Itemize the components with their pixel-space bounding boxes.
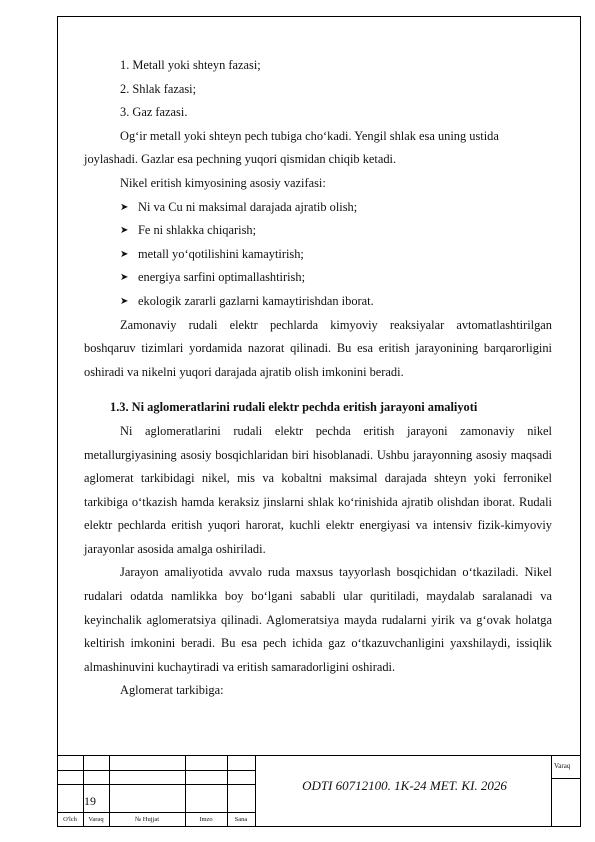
col-label: Varaq: [88, 816, 104, 823]
list-item: 1. Metall yoki shteyn fazasi;: [120, 58, 261, 72]
arrow-bullet-icon: ➤: [120, 295, 129, 307]
list-item: 2. Shlak fazasi;: [120, 81, 197, 96]
paragraph-line: Aglomerat tarkibiga:: [120, 683, 224, 698]
bullet-item: ➤ Fe ni shlakka chiqarish;: [84, 219, 552, 243]
col-label: Imzo: [199, 816, 213, 823]
list-title: Nikel eritish kimyosining asosiy vazifasi:: [120, 175, 326, 190]
col-label: № Hujjat: [134, 816, 160, 823]
bullet-item: ➤ ekologik zararli gazlarni kamaytirishdan iborat.: [84, 290, 552, 314]
bullet-item: ➤ energiya sarfini optimallashtirish;: [84, 266, 552, 290]
col-label: Sana: [234, 816, 248, 823]
paragraph: Zamonaviy rudali elektr pechlarda kimyoviy reaksiyalar avtomatlashtirilgan boshqaruv tizimlari yordamida nazorat qilinadi. Bu esa eritish jarayonining barqarorligini oshiradi va nikelni yuqori darajada ajratib olish imkonini beradi.: [84, 317, 552, 379]
bullet-item: ➤ Ni va Cu ni maksimal darajada ajratib olish;: [84, 196, 552, 220]
paragraph: Jarayon amaliyotida avvalo ruda maxsus tayyorlash bosqichidan o‘tkaziladi. Nikel rudalari odatda namlikka boy bo‘lgani sababli ular quritiladi, maydalab saralanadi va keyinchalik aglomeratsiya qilinadi. Aglomeratsiya mayda rudalarni yirik va g‘ovak holatga keltirish imkonini beradi. Bu esa pech ichida gaz o‘tkazuvchanligini yaxshilaydi, issiqlik almashinuvini kuchaytiradi va eritish samaradorligini oshiradi.: [84, 565, 552, 674]
arrow-bullet-icon: ➤: [120, 201, 129, 213]
arrow-bullet-icon: ➤: [120, 248, 129, 260]
section-heading: 1.3. Ni aglomeratlarini rudali elektr pechda eritish jarayoni amaliyoti: [110, 400, 478, 415]
list-item: 3. Gaz fazasi.: [120, 105, 188, 120]
paragraph: Ni aglomeratlarini rudali elektr pechda eritish jarayoni zamonaviy nikel metallurgiyasining asosiy bosqichlaridan biri hisoblanadi. Ushbu jarayonning asosiy maqsadi aglomerat tarkibidagi nikel, mis va kobaltni maksimal darajada shteyn yoki ferronikel tarkibiga o‘tkazish hamda keraksiz jinslarni shlak ko‘rinishida ajratib olishdan iborat. Rudali elektr pechlarda eritish yuqori harorat, kuchli elektr energiyasi va intensiv fizik-kimyoviy jarayonlar asosida amalga oshiriladi.: [84, 423, 552, 556]
title-block: [57, 755, 581, 827]
arrow-bullet-icon: ➤: [120, 272, 129, 284]
arrow-bullet-icon: ➤: [120, 225, 129, 237]
bullet-item: ➤ metall yo‘qotilishini kamaytirish;: [84, 243, 552, 267]
document-code: ODTI 60712100. 1K-24 MET. KI. 2026: [302, 778, 507, 793]
paragraph-line: joylashadi. Gazlar esa pechning yuqori qismidan chiqib ketadi.: [84, 152, 397, 167]
paragraph-line: Og‘ir metall yoki shteyn pech tubiga cho‘kadi. Yengil shlak esa uning ustida: [120, 128, 499, 143]
document-body: [84, 54, 552, 703]
col-label: O'lch: [63, 816, 77, 823]
sheet-label: Varaq: [554, 762, 571, 770]
page-number: 19: [84, 794, 96, 808]
